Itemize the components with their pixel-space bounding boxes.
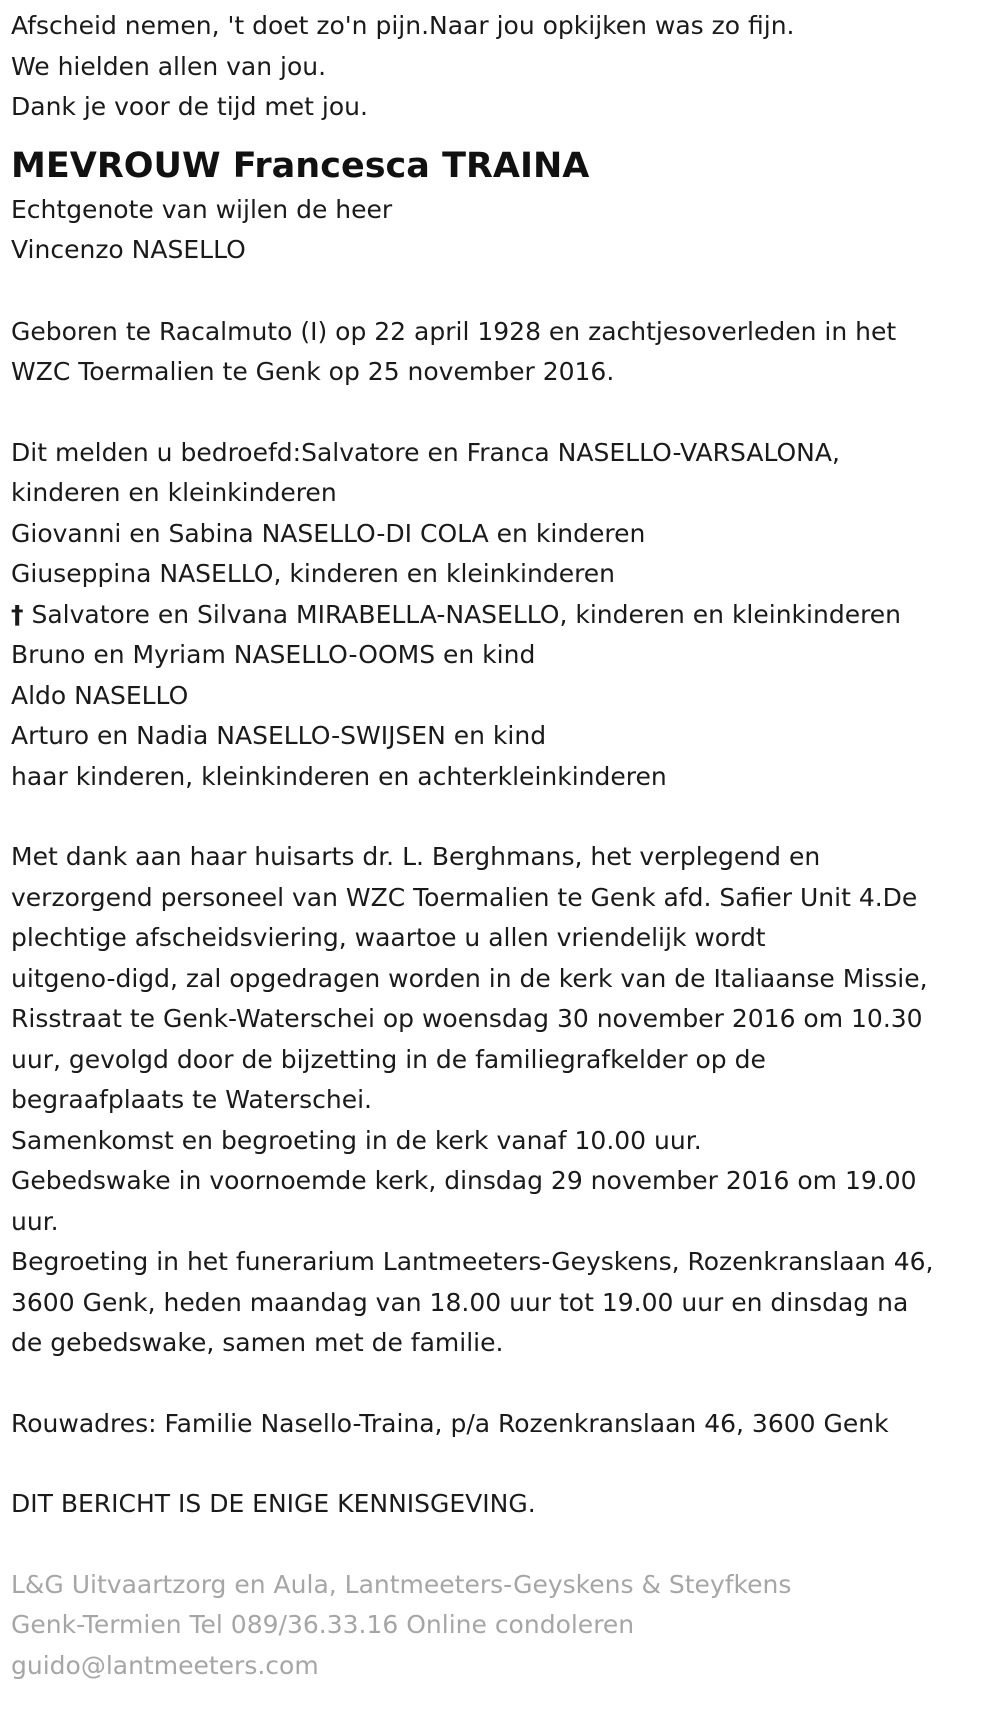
footer-email: guido@lantmeeters.com	[11, 1650, 319, 1680]
ceremony-line: Begroeting in het funerarium Lantmeeters-Geyskens, Rozenkranslaan 46,	[11, 1247, 934, 1276]
notice: DIT BERICHT IS DE ENIGE KENNISGEVING.	[11, 1489, 536, 1518]
poem-line: Dank je voor de tijd met jou.	[11, 92, 368, 121]
ceremony-line: plechtige afscheidsviering, waartoe u allen vriendelijk wordt	[11, 923, 766, 952]
ceremony-line: Samenkomst en begroeting in de kerk vanaf 10.00 uur.	[11, 1125, 702, 1155]
ceremony-line: Met dank aan haar huisarts dr. L. Berghmans, het verplegend en	[11, 842, 821, 871]
cross-icon: †	[11, 599, 24, 629]
ceremony-line: de gebedswake, samen met de familie.	[11, 1328, 504, 1357]
birth-death-line: Geboren te Racalmuto (I) op 22 april 1928 en zachtjesoverleden in het	[11, 316, 897, 346]
family-line: Bruno en Myriam NASELLO-OOMS en kind	[11, 640, 536, 669]
family-line: haar kinderen, kleinkinderen en achterkleinkinderen	[11, 761, 667, 791]
ceremony-line: Risstraat te Genk-Waterschei op woensdag 30 november 2016 om 10.30	[11, 1004, 923, 1033]
ceremony-line: uur, gevolgd door de bijzetting in de familiegrafkelder op de	[11, 1044, 766, 1074]
ceremony-line: uur.	[11, 1206, 59, 1236]
poem-line: We hielden allen van jou.	[11, 51, 327, 81]
footer-line: L&G Uitvaartzorg en Aula, Lantmeeters-Geyskens & Steyfkens	[11, 1569, 792, 1599]
poem	[11, 6, 989, 128]
ceremony-line: uitgeno-digd, zal opgedragen worden in de kerk van de Italiaanse Missie,	[11, 963, 928, 993]
ceremony-line: verzorgend personeel van WZC Toermalien te Genk afd. Safier Unit 4.De	[11, 882, 918, 912]
ceremony-details	[11, 837, 989, 1364]
family-line-text: Salvatore en Silvana MIRABELLA-NASELLO, kinderen en kleinkinderen	[23, 599, 902, 629]
ceremony-line: begraafplaats te Waterschei.	[11, 1085, 372, 1114]
footer-line: Genk-Termien Tel 089/36.33.16 Online condoleren	[11, 1610, 635, 1639]
family-line: Giuseppina NASELLO, kinderen en kleinkinderen	[11, 559, 616, 588]
family-line: Aldo NASELLO	[11, 680, 189, 710]
family-line: Giovanni en Sabina NASELLO-DI COLA en kinderen	[11, 518, 646, 548]
birth-death-line: WZC Toermalien te Genk op 25 november 2016.	[11, 357, 615, 386]
spouse-line: Vincenzo NASELLO	[11, 235, 246, 264]
funeral-home-footer	[11, 1565, 989, 1687]
spouse-line: Echtgenote van wijlen de heer	[11, 194, 393, 224]
family-line: Arturo en Nadia NASELLO-SWIJSEN en kind	[11, 721, 547, 750]
mourning-address: Rouwadres: Familie Nasello-Traina, p/a Rozenkranslaan 46, 3600 Genk	[11, 1408, 889, 1438]
poem-line: Afscheid nemen, 't doet zo'n pijn.Naar jou opkijken was zo fijn.	[11, 11, 795, 40]
deceased-name: MEVROUW Francesca TRAINA	[11, 145, 590, 186]
spouse-info	[11, 190, 989, 271]
family-list	[11, 433, 989, 798]
ceremony-line: 3600 Genk, heden maandag van 18.00 uur tot 19.00 uur en dinsdag na	[11, 1287, 909, 1317]
family-line-deceased-member	[11, 595, 989, 636]
ceremony-line: Gebedswake in voornoemde kerk, dinsdag 29 november 2016 om 19.00	[11, 1166, 917, 1195]
family-line: Dit melden u bedroefd:Salvatore en Franca NASELLO-VARSALONA,	[11, 437, 840, 467]
family-line: kinderen en kleinkinderen	[11, 478, 337, 507]
birth-death-info	[11, 312, 989, 393]
